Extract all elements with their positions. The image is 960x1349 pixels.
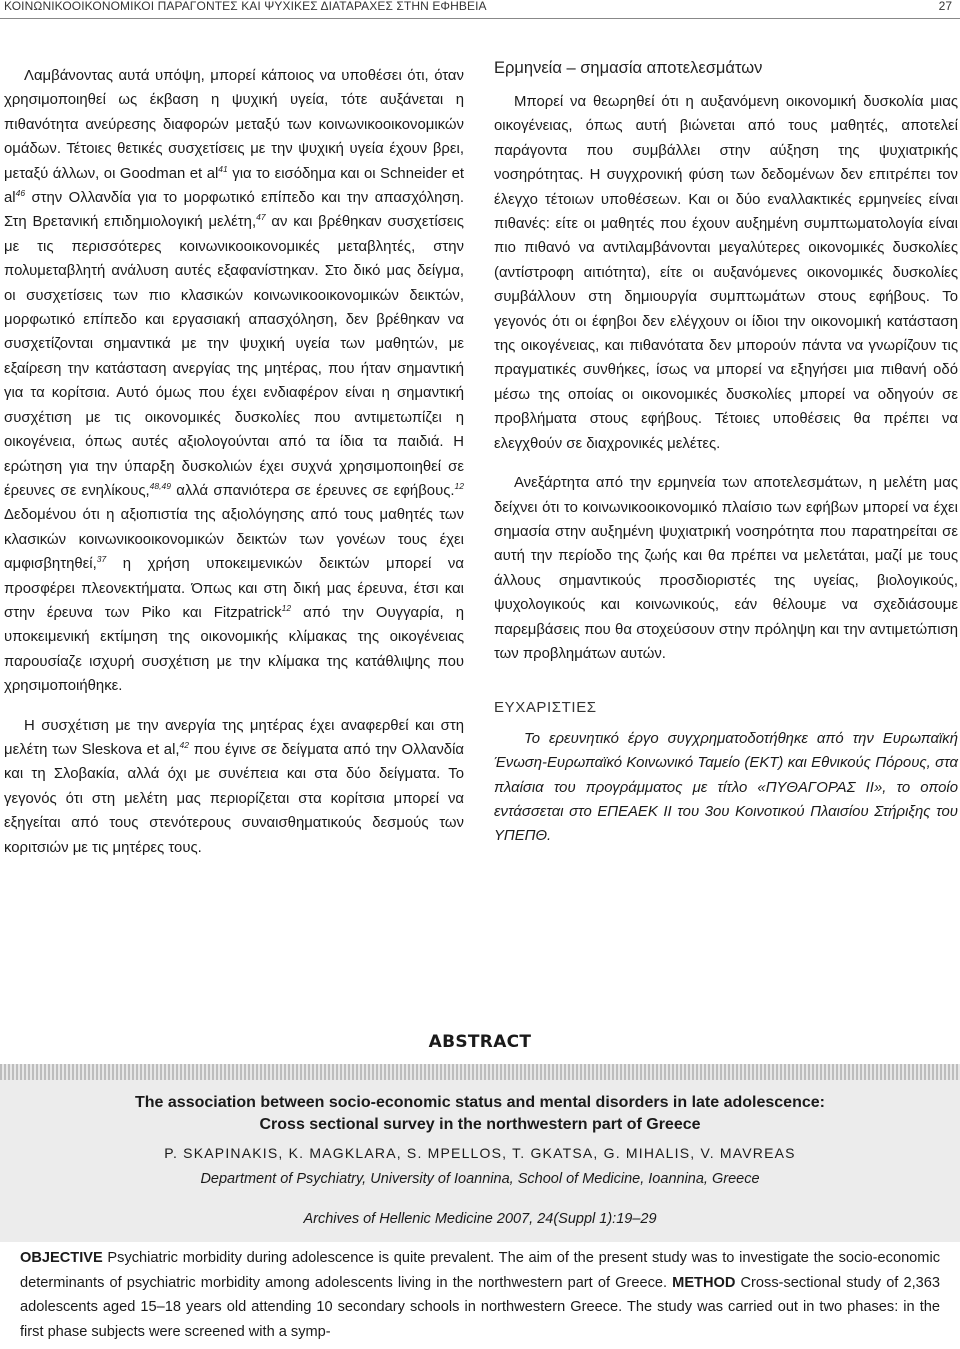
right-paragraph-2: Ανεξάρτητα από την ερμηνεία των αποτελεσμάτων, η μελέτη μας δείχνει ότι το κοινωνικοοικονομικό πλαίσιο των εφήβων μπορεί να έχει σημασία στην αυξημένη ψυχιατρική νοσηρότητα που παρατηρείται σε αυτή την περίοδο της ζωής και θα πρέπει να μελετάται, μαζί με τους άλλους σημαντικούς προσδιοριστές της υγείας, βιολογικούς, ψυχολογικούς και κοινωνικούς, εάν θέλουμε να σχεδιάσουμε παρεμβάσεις που θα στοχεύσουν στην πρόληψη και την αντιμετώπιση των προβλημάτων αυτών. <box>494 475 958 662</box>
abstract-journal-citation: Archives of Hellenic Medicine 2007, 24(Suppl 1):19–29 <box>303 1211 657 1227</box>
left-column <box>4 64 464 860</box>
header-rule <box>0 18 960 19</box>
text-run: για το εισόδημα και οι Schneider et al <box>4 165 464 207</box>
citation-ref: 46 <box>15 188 26 199</box>
objective-text: Psychiatric morbidity during adolescence is quite prevalent. The aim of the present study was to investigate the socio-economic determinants of psychiatric morbidity among adolescents living in the northwestern part of Greece. <box>20 1250 940 1291</box>
right-paragraph-1: Μπορεί να θεωρηθεί ότι η αυξανόμενη οικονομική δυσκολία μιας οικογένειας, όπως αυτή βιώνεται από τους μαθητές, αποτελεί παράγοντα που συμβάλλει στην αύξηση της ψυχιατρικής νοσηρότητας. Η συγχρονική φύση των δεδομένων δεν επιτρέπει τον έλεγχο τέτοιων υποθέσεων. Και οι δύο εναλλακτικές ερμηνείες είναι πιθανές: είτε οι μαθητές που έχουν αυξημένη συμπτωματολογία είναι πιο πιθανό να αντιλαμβάνονται μεγαλύτερες οικονομικές δυσκολίες (αντίστροφη αιτιότητα), είτε οι αυξανόμενες οικονομικές δυσκολίες συμβάλλουν στη δημιουργία συμπτωμάτων στους εφήβους. Το γεγονός ότι οι έφηβοι δεν ελέγχουν οι ίδιοι την οικονομική κατάσταση της οικογένειας, και πιθανότατα δεν μπορούν πάντα να γνωρίζουν τις πραγματικές συνθήκες, ίσως να μπορεί να εξηγήσει μια πιθανή οδό μέσω της οποίας οι οικονομικές δυσκολίες μπορεί να οδηγούν σε προβλήματα στους εφήβους. Τέτοιες υποθέσεις θα πρέπει να ελεγχθούν σε διαχρονικές μελέτες. <box>494 94 958 452</box>
objective-label: OBJECTIVE <box>20 1250 103 1266</box>
page-number: 27 <box>938 0 952 13</box>
text-run: Δεδομένου ότι η αξιοπιστία της αξιολόγησης από τους μαθητές των κλασικών κοινωνικοοικονομικών δεικτών των γονέων τους έχει αμφισβητηθεί, <box>4 507 464 573</box>
running-header-title: ΚΟΙΝΩΝΙΚΟΟΙΚΟΝΟΜΙΚΟΙ ΠΑΡΑΓΟΝΤΕΣ ΚΑΙ ΨΥΧΙΚΕΣ ΔΙΑΤΑΡΑΧΕΣ ΣΤΗΝ ΕΦΗΒΕΙΑ <box>4 0 487 13</box>
abstract-department: Department of Psychiatry, University of Ioannina, School of Medicine, Ioannina, Greece <box>200 1171 760 1187</box>
text-run: στην Ολλανδία για το μορφωτικό επίπεδο και την απασχόληση. Στη Βρετανική επιδημιολογική μελέτη, <box>4 190 464 231</box>
abstract-text <box>20 1246 940 1344</box>
running-header <box>0 0 960 20</box>
text-run: αλλά σπανιότερα σε έρευνες σε εφήβους. <box>170 482 455 499</box>
citation-ref: 47 <box>256 212 266 223</box>
citation-ref: 42 <box>179 739 189 750</box>
left-paragraph-2 <box>4 714 464 860</box>
acknowledgements-text: Το ερευνητικό έργο συγχρηματοδοτήθηκε από την Ευρωπαϊκή Ένωση-Ευρωπαϊκό Κοινωνικό Ταμείο (ΕΚΤ) και Εθνικούς Πόρους, στα πλαίσια του προγράμματος με τίτλο «ΠΥΘΑΓΟΡΑΣ ΙΙ», το οποίο εντάσσεται στο ΕΠΕΑΕΚ ΙΙ του 3ου Κοινοτικού Πλαισίου Στήριξης του ΥΠΕΠΘ. <box>494 730 958 845</box>
abstract-authors: P. SKAPINAKIS, K. MAGKLARA, S. MPELLOS, T. GKATSA, G. MIHALIS, V. MAVREAS <box>164 1145 796 1161</box>
citation-ref: 37 <box>96 554 107 565</box>
citation-ref: 12 <box>454 480 464 491</box>
section-heading-interpretation: Ερμηνεία – σημασία αποτελεσμάτων <box>494 59 763 77</box>
text-run: Η συσχέτιση με την ανεργία της μητέρας έχει αναφερθεί και στη μελέτη των Sleskova et al, <box>4 717 464 758</box>
text-run: η χρήση υποκειμενικών δεικτών μπορεί να προσφέρει πλεονεκτήματα. Όπως και στη δική μας έρευνα, έτσι και στην έρευνα των Piko και Fitzpatrick <box>4 556 464 621</box>
text-run: αν και βρέθηκαν συσχετίσεις με τις περισσότερες κοινωνικοοικονομικές μεταβλητές, στην πολυμεταβλητή ανάλυση αυτές εξαφανίστηκαν. Στο δικό μας δείγμα, οι συσχετίσεις των πιο κλασικών κοινωνικοοικονομικών δεικτών, μορφωτικό επίπεδο και εργασιακή απασχόληση, δεν βρέθηκαν να συσχετίζονται σημαντικά με την ψυχική υγεία των μαθητών, με εξαίρεση την κατάσταση ανεργίας της μητέρας, που ήταν σημαντική για τα κορίτσια. Αυτό όμως που έχει ενδιαφέρον είναι η σημαντική συσχέτιση με τις οικονομικές δυσκολίες που αντιμετωπίζει η οικογένεια, όπως αυτές αξιολογούνται από τα ίδια τα παιδιά. Η ερώτηση για την ύπαρξη δυσκολιών έχει συχνά χρησιμοποιηθεί σε έρευνες σε ενηλίκους, <box>4 214 464 499</box>
citation-ref: 48,49 <box>149 480 171 491</box>
acknowledgements-heading: ΕΥΧΑΡΙΣΤΙΕΣ <box>494 699 597 717</box>
right-column <box>494 56 958 849</box>
abstract-pattern-band <box>0 1064 960 1080</box>
text-run: που έγινε σε δείγματα από την Ολλανδία και τη Σλοβακία, αλλά όχι με συνέπεια και στα δύο δείγματα. Το γεγονός ότι στη μελέτη μας περιορίζεται στα κορίτσια μπορεί να εξηγείται από τους στενότερους συναισθηματικούς δεσμούς των κοριτσιών με τις μητέρες τους. <box>4 741 464 856</box>
method-label: METHOD <box>672 1274 736 1291</box>
text-run: από την Ουγγαρία, η υποκειμενική εκτίμηση της οικονομικής κλίμακας της οικογένειας παρουσίαζε ισχυρή συσχέτιση με την κλίμακα της κατάθλιψης που χρησιμοποιήθηκε. <box>4 604 464 695</box>
abstract-heading: ABSTRACT <box>428 1032 532 1052</box>
text-run: Λαμβάνοντας αυτά υπόψη, μπορεί κάποιος να υποθέσει ότι, όταν χρησιμοποιηθεί ως έκβαση η ψυχική υγεία, τότε αυξάνεται η πιθανότητα ανεύρεσης διαφορών μεταξύ των κοινωνικοοικονομικών ομάδων. Τέτοιες θετικές συσχετίσεις με την ψυχική υγεία έχουν βρει, μεταξύ άλλων, οι Goodman et al <box>4 68 464 182</box>
citation-ref: 12 <box>281 602 292 613</box>
abstract-title-line-2: Cross sectional survey in the northwestern part of Greece <box>259 1116 701 1133</box>
left-paragraph-1 <box>4 64 464 699</box>
method-text: Cross-sectional study of 2,363 adolescents aged 15–18 years old attending 10 secondary schools in northwestern Greece. The study was carried out in two phases: in the first phase subjects were screened with a symp- <box>20 1274 940 1340</box>
citation-ref: 41 <box>218 163 228 174</box>
abstract-title-line-1: The association between socio-economic status and mental disorders in late adolescence: <box>135 1094 825 1111</box>
